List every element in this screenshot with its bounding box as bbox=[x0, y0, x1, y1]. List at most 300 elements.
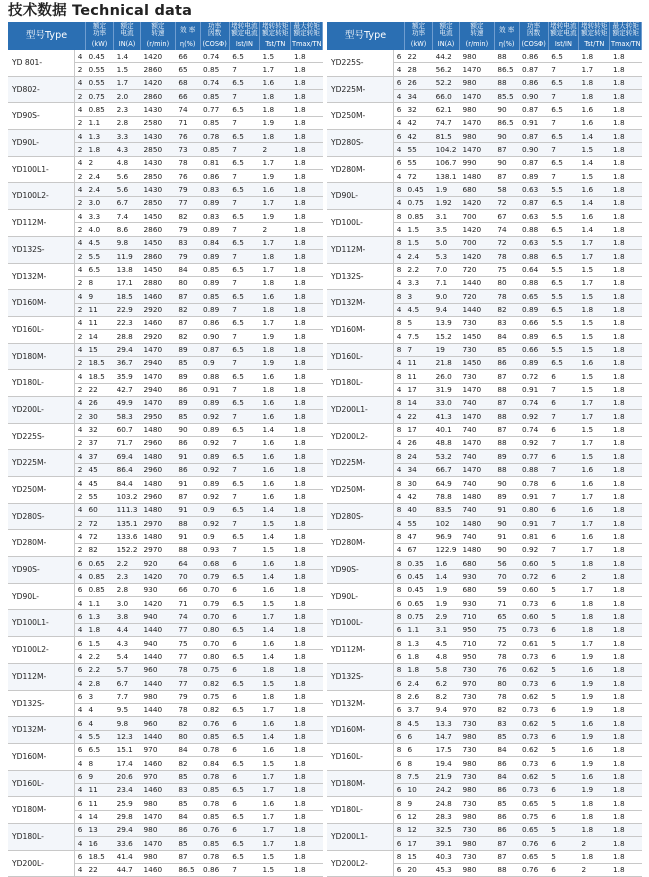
pole-count: 4 bbox=[74, 210, 85, 223]
cell-tmax: 1.8 bbox=[610, 410, 642, 423]
cell-ist: 7 bbox=[548, 543, 578, 556]
cell-cur: 6.2 bbox=[433, 677, 460, 690]
cell-tmax: 1.8 bbox=[610, 423, 642, 436]
cell-tmax: 1.8 bbox=[291, 703, 323, 716]
cell-ist: 6 bbox=[229, 637, 259, 650]
cell-pw: 1.8 bbox=[86, 623, 114, 636]
cell-tst: 1.6 bbox=[579, 116, 610, 129]
cell-pf: 0.73 bbox=[519, 703, 548, 716]
cell-pw: 1.5 bbox=[405, 236, 433, 249]
cell-eff: 82 bbox=[175, 210, 200, 223]
cell-spd: 740 bbox=[460, 530, 495, 543]
cell-spd: 980 bbox=[460, 863, 495, 876]
pole-count: 4 bbox=[74, 343, 85, 356]
cell-cur: 6.7 bbox=[114, 196, 141, 209]
cell-ist: 7 bbox=[229, 63, 259, 76]
motor-type: YD90L- bbox=[8, 130, 74, 157]
cell-eff: 77 bbox=[175, 677, 200, 690]
cell-pw: 0.45 bbox=[405, 183, 433, 196]
pole-count: 8 bbox=[393, 450, 404, 463]
cell-cur: 3.1 bbox=[433, 623, 460, 636]
cell-cur: 13.8 bbox=[114, 263, 141, 276]
cell-tst: 1.7 bbox=[260, 770, 291, 783]
cell-cur: 39.1 bbox=[433, 837, 460, 850]
cell-eff: 90 bbox=[494, 103, 519, 116]
cell-ist: 5 bbox=[548, 690, 578, 703]
table-row bbox=[327, 530, 642, 543]
cell-ist: 6.5 bbox=[229, 290, 259, 303]
cell-pw: 40 bbox=[405, 503, 433, 516]
table-row bbox=[327, 76, 642, 89]
cell-pf: 0.74 bbox=[519, 423, 548, 436]
cell-tmax: 1.8 bbox=[610, 850, 642, 863]
cell-ist: 7 bbox=[229, 143, 259, 156]
cell-spd: 2960 bbox=[141, 490, 176, 503]
motor-type: YD160M- bbox=[327, 316, 393, 343]
cell-spd: 1450 bbox=[460, 356, 495, 369]
cell-ist: 7 bbox=[548, 490, 578, 503]
cell-pf: 0.84 bbox=[200, 236, 229, 249]
pole-count: 8 bbox=[393, 263, 404, 276]
header-unit-spd: (r/min) bbox=[141, 38, 176, 50]
cell-ist: 6 bbox=[548, 730, 578, 743]
pole-count: 8 bbox=[393, 423, 404, 436]
cell-tmax: 1.8 bbox=[291, 463, 323, 476]
pole-count: 8 bbox=[393, 236, 404, 249]
cell-ist: 7 bbox=[229, 170, 259, 183]
cell-tst: 1.5 bbox=[579, 450, 610, 463]
pole-count: 8 bbox=[393, 850, 404, 863]
table-row bbox=[8, 423, 323, 436]
cell-tmax: 1.8 bbox=[291, 663, 323, 676]
cell-ist: 6.5 bbox=[229, 837, 259, 850]
cell-pf: 0.89 bbox=[519, 356, 548, 369]
table-row bbox=[327, 797, 642, 810]
cell-tst: 1.5 bbox=[260, 543, 291, 556]
cell-eff: 91 bbox=[494, 530, 519, 543]
motor-type: YD225M- bbox=[8, 450, 74, 477]
cell-spd: 970 bbox=[460, 677, 495, 690]
cell-tmax: 1.8 bbox=[610, 63, 642, 76]
cell-eff: 84 bbox=[175, 743, 200, 756]
header-unit-tst: Tst/TN bbox=[579, 38, 610, 50]
cell-ist: 7 bbox=[229, 490, 259, 503]
cell-pf: 0.91 bbox=[519, 116, 548, 129]
cell-tst: 1.8 bbox=[579, 823, 610, 836]
cell-ist: 6 bbox=[548, 597, 578, 610]
cell-pf: 0.80 bbox=[200, 623, 229, 636]
motor-type: YD250M- bbox=[8, 477, 74, 504]
cell-pf: 0.82 bbox=[200, 677, 229, 690]
cell-tst: 1.7 bbox=[579, 637, 610, 650]
cell-eff: 77 bbox=[175, 196, 200, 209]
cell-tst: 1.4 bbox=[579, 130, 610, 143]
cell-pw: 4.5 bbox=[405, 303, 433, 316]
cell-cur: 83.5 bbox=[433, 503, 460, 516]
cell-pf: 0.60 bbox=[519, 557, 548, 570]
motor-type: YD160L- bbox=[8, 770, 74, 797]
table-row bbox=[8, 610, 323, 623]
pole-count: 2 bbox=[74, 436, 85, 449]
cell-pf: 0.89 bbox=[200, 276, 229, 289]
motor-type: YD225M- bbox=[327, 76, 393, 103]
motor-type: YD280S- bbox=[8, 503, 74, 530]
cell-cur: 135.1 bbox=[114, 517, 141, 530]
cell-cur: 35.9 bbox=[114, 370, 141, 383]
cell-spd: 1480 bbox=[460, 543, 495, 556]
cell-tmax: 1.8 bbox=[291, 530, 323, 543]
pole-count: 4 bbox=[74, 757, 85, 770]
table-row bbox=[327, 183, 642, 196]
cell-tmax: 1.8 bbox=[291, 183, 323, 196]
pole-count: 4 bbox=[393, 90, 404, 103]
cell-eff: 71 bbox=[494, 597, 519, 610]
cell-ist: 6.5 bbox=[548, 156, 578, 169]
cell-eff: 70 bbox=[494, 570, 519, 583]
cell-pw: 3.0 bbox=[86, 196, 114, 209]
motor-type: YD132S- bbox=[8, 236, 74, 263]
cell-tst: 1.6 bbox=[579, 103, 610, 116]
header-unit-tmax: Tmax/TN bbox=[291, 38, 323, 50]
cell-pf: 0.92 bbox=[200, 517, 229, 530]
cell-spd: 1470 bbox=[460, 463, 495, 476]
cell-tst: 1.5 bbox=[579, 343, 610, 356]
cell-pf: 0.75 bbox=[519, 810, 548, 823]
cell-pw: 24 bbox=[405, 450, 433, 463]
cell-pf: 0.72 bbox=[519, 370, 548, 383]
header-spd: 额定 转速 bbox=[460, 22, 495, 38]
cell-eff: 86 bbox=[175, 436, 200, 449]
pole-count: 4 bbox=[74, 530, 85, 543]
cell-tst: 1.7 bbox=[579, 436, 610, 449]
cell-pw: 15 bbox=[86, 343, 114, 356]
cell-pf: 0.92 bbox=[519, 436, 548, 449]
cell-tmax: 1.8 bbox=[291, 156, 323, 169]
cell-tst: 1.6 bbox=[260, 370, 291, 383]
cell-pf: 0.81 bbox=[200, 156, 229, 169]
cell-spd: 980 bbox=[460, 50, 495, 63]
cell-tmax: 1.8 bbox=[291, 677, 323, 690]
pole-count: 4 bbox=[74, 677, 85, 690]
cell-cur: 5.4 bbox=[114, 650, 141, 663]
pole-count: 6 bbox=[74, 610, 85, 623]
motor-type: YD200L1- bbox=[327, 396, 393, 423]
cell-pf: 0.66 bbox=[519, 316, 548, 329]
cell-tmax: 1.8 bbox=[610, 757, 642, 770]
pole-count: 4 bbox=[74, 623, 85, 636]
cell-ist: 7 bbox=[229, 330, 259, 343]
table-row bbox=[327, 396, 642, 409]
cell-tmax: 1.8 bbox=[610, 50, 642, 63]
cell-cur: 14.7 bbox=[433, 730, 460, 743]
cell-eff: 71 bbox=[175, 597, 200, 610]
pole-count: 4 bbox=[74, 863, 85, 876]
cell-pw: 4.0 bbox=[86, 223, 114, 236]
cell-tst: 1.6 bbox=[260, 477, 291, 490]
cell-tmax: 1.8 bbox=[291, 503, 323, 516]
cell-pw: 26 bbox=[405, 436, 433, 449]
cell-pw: 22 bbox=[405, 410, 433, 423]
cell-spd: 1480 bbox=[141, 423, 176, 436]
pole-count: 4 bbox=[393, 490, 404, 503]
cell-pw: 28 bbox=[405, 63, 433, 76]
cell-pf: 0.62 bbox=[519, 663, 548, 676]
cell-ist: 5 bbox=[548, 663, 578, 676]
motor-type: YD802- bbox=[8, 76, 74, 103]
cell-pf: 0.73 bbox=[519, 597, 548, 610]
cell-spd: 1420 bbox=[460, 250, 495, 263]
cell-cur: 22.3 bbox=[114, 316, 141, 329]
cell-tst: 1.8 bbox=[260, 130, 291, 143]
cell-pf: 0.74 bbox=[519, 396, 548, 409]
cell-spd: 2880 bbox=[141, 276, 176, 289]
cell-pw: 0.85 bbox=[86, 583, 114, 596]
cell-cur: 5.7 bbox=[114, 663, 141, 676]
cell-cur: 8.6 bbox=[114, 223, 141, 236]
cell-ist: 6 bbox=[548, 623, 578, 636]
cell-ist: 6 bbox=[229, 797, 259, 810]
cell-eff: 85 bbox=[175, 797, 200, 810]
cell-ist: 6.5 bbox=[229, 477, 259, 490]
cell-ist: 6 bbox=[229, 557, 259, 570]
cell-cur: 96.9 bbox=[433, 530, 460, 543]
cell-pw: 45 bbox=[86, 477, 114, 490]
cell-eff: 76 bbox=[175, 170, 200, 183]
cell-ist: 6 bbox=[548, 703, 578, 716]
cell-eff: 67 bbox=[494, 210, 519, 223]
cell-tmax: 1.8 bbox=[291, 330, 323, 343]
cell-eff: 73 bbox=[175, 143, 200, 156]
header-unit-eff: η(%) bbox=[494, 38, 519, 50]
cell-cur: 3.0 bbox=[114, 597, 141, 610]
cell-tmax: 1.8 bbox=[291, 797, 323, 810]
cell-tmax: 1.8 bbox=[291, 370, 323, 383]
cell-pf: 0.89 bbox=[519, 330, 548, 343]
cell-pf: 0.62 bbox=[519, 690, 548, 703]
cell-eff: 88 bbox=[494, 410, 519, 423]
cell-tmax: 1.8 bbox=[610, 450, 642, 463]
pole-count: 6 bbox=[393, 76, 404, 89]
cell-ist: 6.5 bbox=[229, 570, 259, 583]
cell-spd: 980 bbox=[460, 837, 495, 850]
cell-pf: 0.87 bbox=[519, 130, 548, 143]
pole-count: 6 bbox=[74, 663, 85, 676]
cell-ist: 6.5 bbox=[229, 370, 259, 383]
cell-tmax: 1.8 bbox=[610, 730, 642, 743]
cell-pf: 0.65 bbox=[519, 290, 548, 303]
cell-ist: 6 bbox=[548, 783, 578, 796]
table-row bbox=[327, 690, 642, 703]
cell-ist: 5 bbox=[548, 743, 578, 756]
cell-eff: 75 bbox=[494, 623, 519, 636]
cell-spd: 1460 bbox=[141, 316, 176, 329]
cell-ist: 6 bbox=[229, 823, 259, 836]
cell-pw: 1.5 bbox=[86, 637, 114, 650]
cell-tmax: 1.8 bbox=[291, 610, 323, 623]
motor-type: YD200L- bbox=[8, 396, 74, 423]
cell-cur: 26.0 bbox=[433, 370, 460, 383]
table-row bbox=[327, 743, 642, 756]
cell-pw: 0.75 bbox=[86, 90, 114, 103]
cell-cur: 32.5 bbox=[433, 823, 460, 836]
cell-spd: 740 bbox=[460, 423, 495, 436]
cell-cur: 3.1 bbox=[433, 210, 460, 223]
cell-eff: 76 bbox=[494, 663, 519, 676]
cell-cur: 40.1 bbox=[433, 423, 460, 436]
cell-spd: 1440 bbox=[141, 677, 176, 690]
pole-count: 6 bbox=[74, 690, 85, 703]
cell-pw: 3.3 bbox=[405, 276, 433, 289]
cell-tmax: 1.8 bbox=[610, 210, 642, 223]
cell-tst: 1.8 bbox=[260, 663, 291, 676]
cell-spd: 970 bbox=[141, 770, 176, 783]
cell-cur: 29.4 bbox=[114, 823, 141, 836]
cell-spd: 730 bbox=[460, 343, 495, 356]
table-row bbox=[327, 477, 642, 490]
pole-count: 6 bbox=[393, 130, 404, 143]
page-title: 技术数据 Technical data bbox=[8, 3, 193, 19]
table-row bbox=[8, 450, 323, 463]
cell-ist: 6.5 bbox=[229, 210, 259, 223]
motor-type: YD100L- bbox=[327, 610, 393, 637]
cell-tst: 1.7 bbox=[579, 236, 610, 249]
cell-ist: 7 bbox=[229, 410, 259, 423]
cell-pf: 0.87 bbox=[200, 343, 229, 356]
cell-tst: 1.9 bbox=[579, 757, 610, 770]
cell-pf: 0.92 bbox=[519, 410, 548, 423]
cell-tst: 1.8 bbox=[579, 623, 610, 636]
cell-cur: 25.9 bbox=[114, 797, 141, 810]
cell-pf: 0.85 bbox=[200, 143, 229, 156]
cell-pw: 5.5 bbox=[86, 730, 114, 743]
cell-tmax: 1.8 bbox=[610, 236, 642, 249]
cell-spd: 990 bbox=[460, 156, 495, 169]
cell-tmax: 1.8 bbox=[610, 303, 642, 316]
cell-pw: 9 bbox=[86, 290, 114, 303]
pole-count: 2 bbox=[74, 196, 85, 209]
table-row bbox=[8, 557, 323, 570]
cell-pw: 0.45 bbox=[86, 50, 114, 63]
cell-spd: 2940 bbox=[141, 383, 176, 396]
cell-pf: 0.83 bbox=[200, 210, 229, 223]
cell-ist: 7 bbox=[548, 517, 578, 530]
motor-type: YD225S- bbox=[327, 50, 393, 76]
header-pw: 额定 功率 bbox=[405, 22, 433, 38]
motor-type: YD112M- bbox=[327, 637, 393, 664]
motor-type: YD200L2- bbox=[327, 850, 393, 877]
cell-tst: 1.7 bbox=[260, 810, 291, 823]
pole-count: 8 bbox=[393, 583, 404, 596]
cell-pw: 0.85 bbox=[86, 103, 114, 116]
cell-pw: 4 bbox=[86, 717, 114, 730]
cell-eff: 89 bbox=[175, 343, 200, 356]
cell-cur: 84.4 bbox=[114, 477, 141, 490]
cell-pf: 0.89 bbox=[200, 423, 229, 436]
cell-pf: 0.62 bbox=[519, 770, 548, 783]
header-unit-ist: Ist/IN bbox=[229, 38, 259, 50]
motor-type: YD225S- bbox=[8, 423, 74, 450]
cell-ist: 5 bbox=[548, 637, 578, 650]
motor-type: YD90L- bbox=[327, 583, 393, 610]
cell-tst: 1.8 bbox=[260, 343, 291, 356]
cell-cur: 1.9 bbox=[433, 183, 460, 196]
cell-tst: 1.7 bbox=[260, 783, 291, 796]
table-row bbox=[327, 770, 642, 783]
header-tst: 堵转转矩 额定转矩 bbox=[579, 22, 610, 38]
cell-tmax: 1.8 bbox=[610, 797, 642, 810]
cell-spd: 730 bbox=[460, 370, 495, 383]
cell-spd: 1470 bbox=[141, 396, 176, 409]
cell-pf: 0.63 bbox=[519, 236, 548, 249]
cell-tmax: 1.8 bbox=[610, 663, 642, 676]
pole-count: 4 bbox=[74, 810, 85, 823]
cell-cur: 24.2 bbox=[433, 783, 460, 796]
cell-spd: 2970 bbox=[141, 517, 176, 530]
cell-ist: 5 bbox=[548, 610, 578, 623]
pole-count: 2 bbox=[74, 356, 85, 369]
table-row bbox=[327, 263, 642, 276]
table-row bbox=[8, 343, 323, 356]
motor-type: YD132M- bbox=[8, 717, 74, 744]
cell-ist: 5.5 bbox=[548, 236, 578, 249]
cell-pw: 1.8 bbox=[405, 663, 433, 676]
cell-eff: 87 bbox=[175, 316, 200, 329]
cell-spd: 2860 bbox=[141, 63, 176, 76]
cell-pf: 0.92 bbox=[200, 463, 229, 476]
cell-eff: 85.5 bbox=[494, 90, 519, 103]
cell-pw: 6 bbox=[405, 730, 433, 743]
cell-spd: 730 bbox=[460, 770, 495, 783]
cell-tst: 1.4 bbox=[579, 223, 610, 236]
motor-type: YD225M- bbox=[327, 450, 393, 477]
cell-cur: 102 bbox=[433, 517, 460, 530]
cell-pf: 0.74 bbox=[200, 76, 229, 89]
cell-spd: 730 bbox=[460, 717, 495, 730]
cell-tmax: 1.8 bbox=[291, 837, 323, 850]
cell-tmax: 1.8 bbox=[610, 330, 642, 343]
table-row bbox=[8, 370, 323, 383]
cell-tmax: 1.8 bbox=[291, 250, 323, 263]
pole-count: 6 bbox=[393, 597, 404, 610]
cell-ist: 7 bbox=[548, 170, 578, 183]
cell-pw: 2 bbox=[86, 156, 114, 169]
cell-pw: 1.1 bbox=[86, 116, 114, 129]
cell-pf: 0.75 bbox=[200, 663, 229, 676]
cell-pw: 0.35 bbox=[405, 557, 433, 570]
motor-type: YD112M- bbox=[327, 236, 393, 263]
pole-count: 8 bbox=[393, 290, 404, 303]
pole-count: 2 bbox=[74, 170, 85, 183]
cell-cur: 40.3 bbox=[433, 850, 460, 863]
header-unit-cur: IN(A) bbox=[433, 38, 460, 50]
cell-spd: 930 bbox=[141, 583, 176, 596]
cell-cur: 5.3 bbox=[433, 250, 460, 263]
cell-eff: 84 bbox=[175, 263, 200, 276]
cell-spd: 2920 bbox=[141, 330, 176, 343]
cell-pf: 0.66 bbox=[519, 343, 548, 356]
cell-ist: 6.5 bbox=[229, 156, 259, 169]
technical-data-tables bbox=[8, 22, 642, 877]
cell-ist: 6 bbox=[548, 570, 578, 583]
cell-pf: 0.65 bbox=[519, 823, 548, 836]
cell-pw: 14 bbox=[86, 330, 114, 343]
cell-spd: 1450 bbox=[141, 263, 176, 276]
cell-spd: 1430 bbox=[141, 130, 176, 143]
cell-ist: 6 bbox=[229, 690, 259, 703]
pole-count: 2 bbox=[74, 90, 85, 103]
pole-count: 8 bbox=[393, 770, 404, 783]
cell-cur: 12.3 bbox=[114, 730, 141, 743]
